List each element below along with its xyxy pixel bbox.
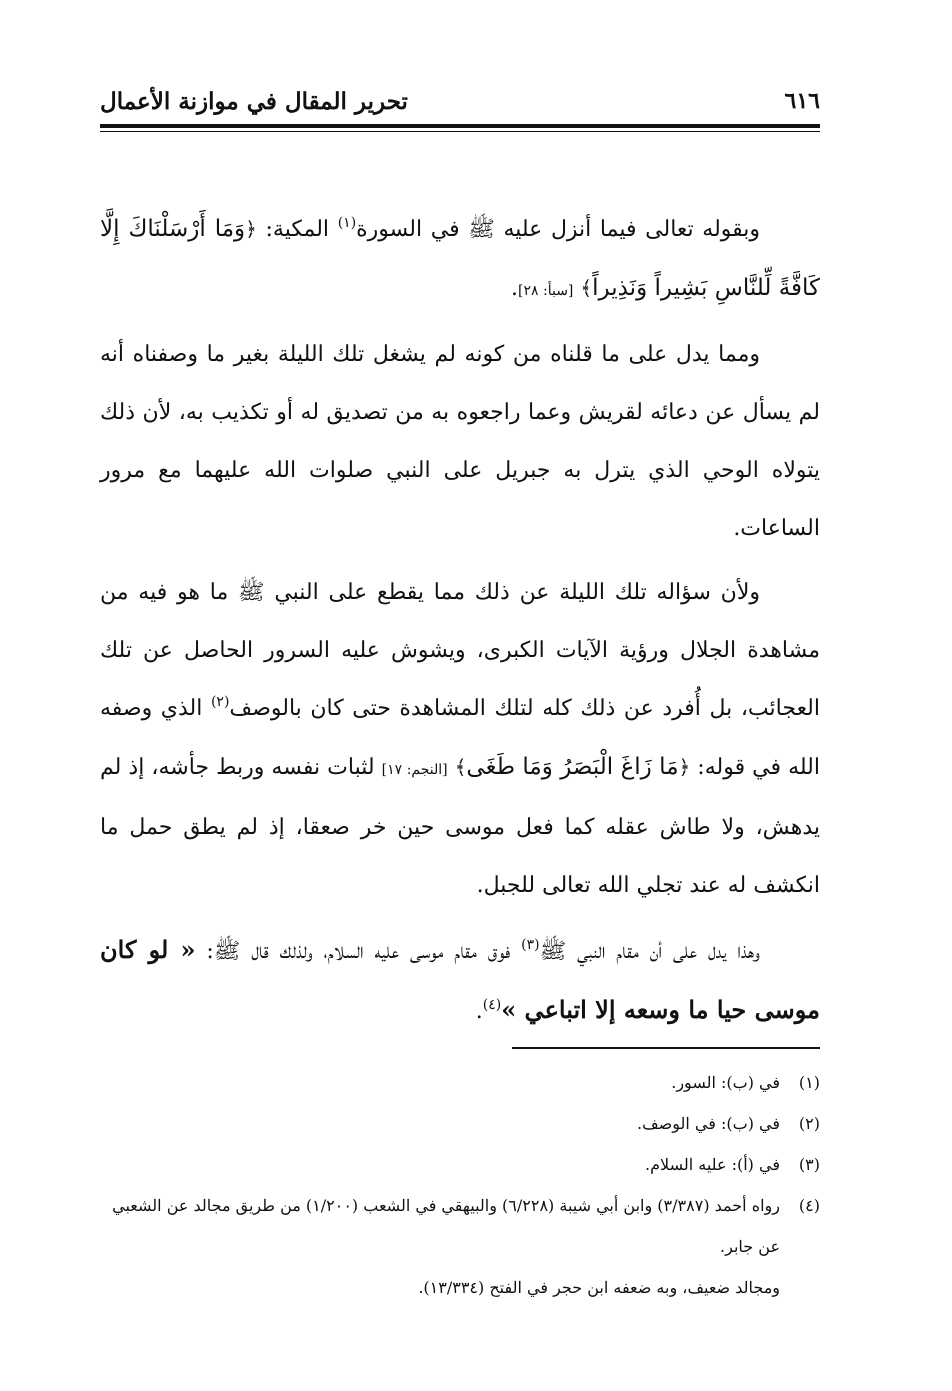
paragraph-2: ومما يدل على ما قلناه من كونه لم يشغل تلك الليلة بغير ما وصفناه أنه لم يسأل عن دعائه لقريش وعما راجعوه به من تصديق له أو تكذيب به، لأن ذلك يتولاه الوحي الذي يترل به جبريل على النبي صلوات الله عليهما مع مرور الساعات. [100,342,820,541]
footnote-number: (٤) [798,1196,820,1215]
header-rule-thick [100,124,820,128]
footnote-number: (٣) [798,1155,820,1174]
quran-verse-najm: مَا زَاغَ الْبَصَرُ وَمَا طَغَى [466,754,679,780]
paragraph-4-text: وهذا يدل على أن مقام النبي ﷺ [539,939,760,964]
footnote-text: في (أ): عليه السلام. [645,1155,780,1174]
paragraph-3-text-3: لثبات نفسه وربط جأشه، إذ لم يدهش، ولا طاش عقله كما فعل موسى حين خر صعقا، إذ لم يطق حمل ما انكشف له عند تجلي الله تعالى للجبل. [100,755,820,898]
footnote-text: في (ب): في الوصف. [637,1114,780,1133]
footnote-3 [100,1144,820,1185]
footnotes [100,1062,820,1308]
footnote-marker-1: (١) [337,215,357,231]
verse-reference-najm: [النجم: ١٧] [381,762,448,778]
footnote-separator [512,1047,820,1049]
main-text [100,200,820,1041]
footnote-4-continuation: ومجالد ضعيف، وبه ضعفه ابن حجر في الفتح (١٣/٣٣٤). [418,1278,780,1297]
paragraph-1-text-2: المكية: [256,217,338,242]
quran-bracket-close: ﴾ [580,276,593,300]
footnote-marker-3: (٣) [521,937,540,953]
quran-bracket-close: ﴾ [454,755,467,779]
footnote-text: رواه أحمد (٣/٣٨٧) وابن أبي شيبة (٦/٢٢٨) والبيهقي في الشعب (١/٢٠٠) من طريق مجالد عن الشعبي عن جابر. [112,1196,780,1256]
hadith-quote: « لو كان موسى حيا ما وسعه إلا اتباعي » [100,935,820,1024]
page-number: ٦١٦ [784,88,820,114]
paragraph-1-end: . [511,276,519,301]
paragraph-1-text: وبقوله تعالى فيما أنزل عليه ﷺ في السورة [356,217,761,242]
running-header-title: تحرير المقال في موازنة الأعمال [100,88,408,115]
footnote-text: في (ب): السور. [671,1073,780,1092]
quran-verse-saba: وَمَا أَرْسَلْنَاكَ إِلَّا كَافَّةً لِّلنَّاسِ بَشِيراً وَنَذِيراً [100,216,820,301]
footnote-marker-2: (٢) [210,694,230,710]
footnote-number: (٢) [798,1114,820,1133]
verse-reference-saba: [سبأ: ٢٨] [518,283,574,299]
paragraph-3-text: ولأن سؤاله تلك الليلة عن ذلك مما يقطع على النبي ﷺ ما هو فيه من مشاهدة الجلال ورؤية الآيات الكبرى، ويشوش عليه السرور الحاصل عن تلك العجائب، بل أُفرد عن ذلك كله لتلك المشاهدة حتى كان بالوصف [100,580,820,721]
footnote-number: (١) [798,1073,820,1092]
footnote-marker-4: (٤) [482,997,502,1013]
paragraph-3-text-2: الذي وصفه الله في قوله: [100,696,820,780]
paragraph-4 [100,921,820,1041]
header-rule-thin [100,131,820,132]
paragraph-3 [100,564,820,915]
footnote-2 [100,1103,820,1144]
footnote-4 [100,1185,820,1267]
paragraph-1 [100,200,820,320]
footnote-1 [100,1062,820,1103]
paragraph-4-text-2: فوق مقام موسى عليه السلام، ولذلك قال ﷺ: [195,939,522,964]
running-header [100,86,820,126]
quran-bracket-open: ﴿ [678,755,691,779]
paragraph-4-end: . [475,999,483,1024]
quran-bracket-open: ﴿ [245,217,257,241]
